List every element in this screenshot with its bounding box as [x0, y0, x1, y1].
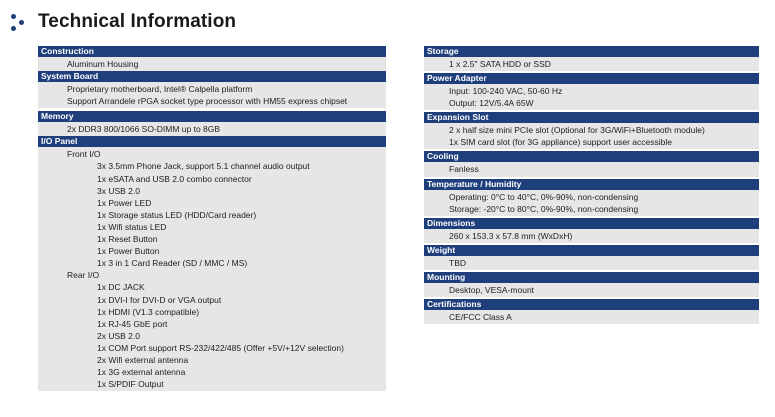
spec-line: 2x DDR3 800/1066 SO-DIMM up to 8GB	[67, 124, 221, 135]
section-body	[38, 57, 386, 71]
spec-line: 1x Reset Button	[97, 234, 158, 245]
section-header: Power Adapter	[424, 73, 759, 84]
spec-line: 2x Wifi external antenna	[97, 354, 189, 365]
spec-line: 3x 3.5mm Phone Jack, support 5.1 channel audio output	[97, 161, 310, 172]
spec-line: 1x DC JACK	[97, 282, 145, 293]
spec-section-temperature-humidity	[424, 179, 759, 216]
spec-line: Proprietary motherboard, Intel® Calpella platform	[67, 84, 253, 95]
spec-section-mounting	[424, 272, 759, 297]
section-body	[38, 147, 386, 391]
page-title: Technical Information	[38, 11, 237, 32]
spec-section-i-o-panel	[38, 136, 386, 391]
section-body	[424, 190, 759, 216]
subsection-label: Rear I/O	[67, 270, 100, 281]
section-header: Cooling	[424, 151, 759, 162]
section-header: Certifications	[424, 299, 759, 310]
section-header: Weight	[424, 245, 759, 256]
spec-line: 3x USB 2.0	[97, 185, 140, 196]
section-body	[424, 256, 759, 270]
spec-line: 1x Power LED	[97, 197, 152, 208]
section-body	[38, 82, 386, 108]
spec-section-expansion-slot	[424, 112, 759, 149]
spec-line: 1x eSATA and USB 2.0 combo connector	[97, 173, 252, 184]
section-body	[38, 122, 386, 136]
section-body	[424, 229, 759, 243]
right-spec-column	[424, 46, 759, 324]
spec-line: CE/FCC Class A	[449, 312, 512, 323]
spec-section-memory	[38, 111, 386, 136]
section-header: Expansion Slot	[424, 112, 759, 123]
subsection-label: Front I/O	[67, 149, 101, 160]
spec-line: Storage: -20°C to 80°C, 0%-90%, non-condensing	[449, 203, 639, 214]
spec-line: 2x USB 2.0	[97, 330, 140, 341]
spec-line: 1x 3 in 1 Card Reader (SD / MMC / MS)	[97, 258, 248, 269]
spec-line: 260 x 153.3 x 57.8 mm (WxDxH)	[449, 230, 573, 241]
spec-section-certifications	[424, 299, 759, 324]
section-body	[424, 310, 759, 324]
spec-section-system-board	[38, 71, 386, 108]
spec-line: 1x Wifi status LED	[97, 221, 167, 232]
left-spec-column	[38, 46, 386, 391]
spec-line: 2 x half size mini PCIe slot (Optional for 3G/WiFi+Bluetooth module)	[449, 125, 705, 136]
spec-line: 1 x 2.5" SATA HDD or SSD	[449, 59, 551, 69]
section-body	[424, 84, 759, 110]
section-header: Construction	[38, 46, 386, 57]
spec-line: 1x Power Button	[97, 246, 160, 257]
spec-line: Desktop, VESA-mount	[449, 284, 535, 295]
spec-line: 1x RJ-45 GbE port	[97, 318, 168, 329]
section-header: Dimensions	[424, 218, 759, 229]
spec-line: 1x HDMI (V1.3 compatible)	[97, 306, 200, 317]
spec-line: 1x Storage status LED (HDD/Card reader)	[97, 209, 257, 220]
section-header: Mounting	[424, 272, 759, 283]
spec-line: 1x DVI-I for DVI-D or VGA output	[97, 294, 222, 305]
spec-section-power-adapter	[424, 73, 759, 110]
spec-section-cooling	[424, 151, 759, 176]
spec-section-construction	[38, 46, 386, 71]
section-header: System Board	[38, 71, 386, 82]
spec-line: Input: 100-240 VAC, 50-60 Hz	[449, 86, 563, 97]
spec-line: Operating: 0°C to 40°C, 0%-90%, non-condensing	[449, 191, 639, 202]
spec-section-storage	[424, 46, 759, 71]
spec-section-weight	[424, 245, 759, 270]
section-header: Temperature / Humidity	[424, 179, 759, 190]
spec-line: Fanless	[449, 164, 479, 175]
section-header: I/O Panel	[38, 136, 386, 147]
section-body	[424, 123, 759, 149]
spec-line: Output: 12V/5.4A 65W	[449, 98, 534, 109]
spec-section-dimensions	[424, 218, 759, 243]
spec-line: 1x S/PDIF Output	[97, 379, 164, 390]
title-row	[8, 9, 236, 35]
spec-line: 1x COM Port support RS-232/422/485 (Offer +5V/+12V selection)	[97, 342, 344, 353]
section-body	[424, 162, 759, 176]
spec-line: Support Arrandele rPGA socket type processor with HM55 express chipset	[67, 96, 348, 107]
section-header: Storage	[424, 46, 759, 57]
spec-line: 1x 3G external antenna	[97, 367, 186, 378]
spec-line: Aluminum Housing	[67, 59, 139, 69]
bullet-dots-icon	[8, 11, 26, 33]
section-header: Memory	[38, 111, 386, 122]
spec-line: TBD	[449, 257, 466, 268]
section-body	[424, 57, 759, 71]
spec-line: 1x SIM card slot (for 3G appliance) support user accessible	[449, 137, 672, 148]
section-body	[424, 283, 759, 297]
